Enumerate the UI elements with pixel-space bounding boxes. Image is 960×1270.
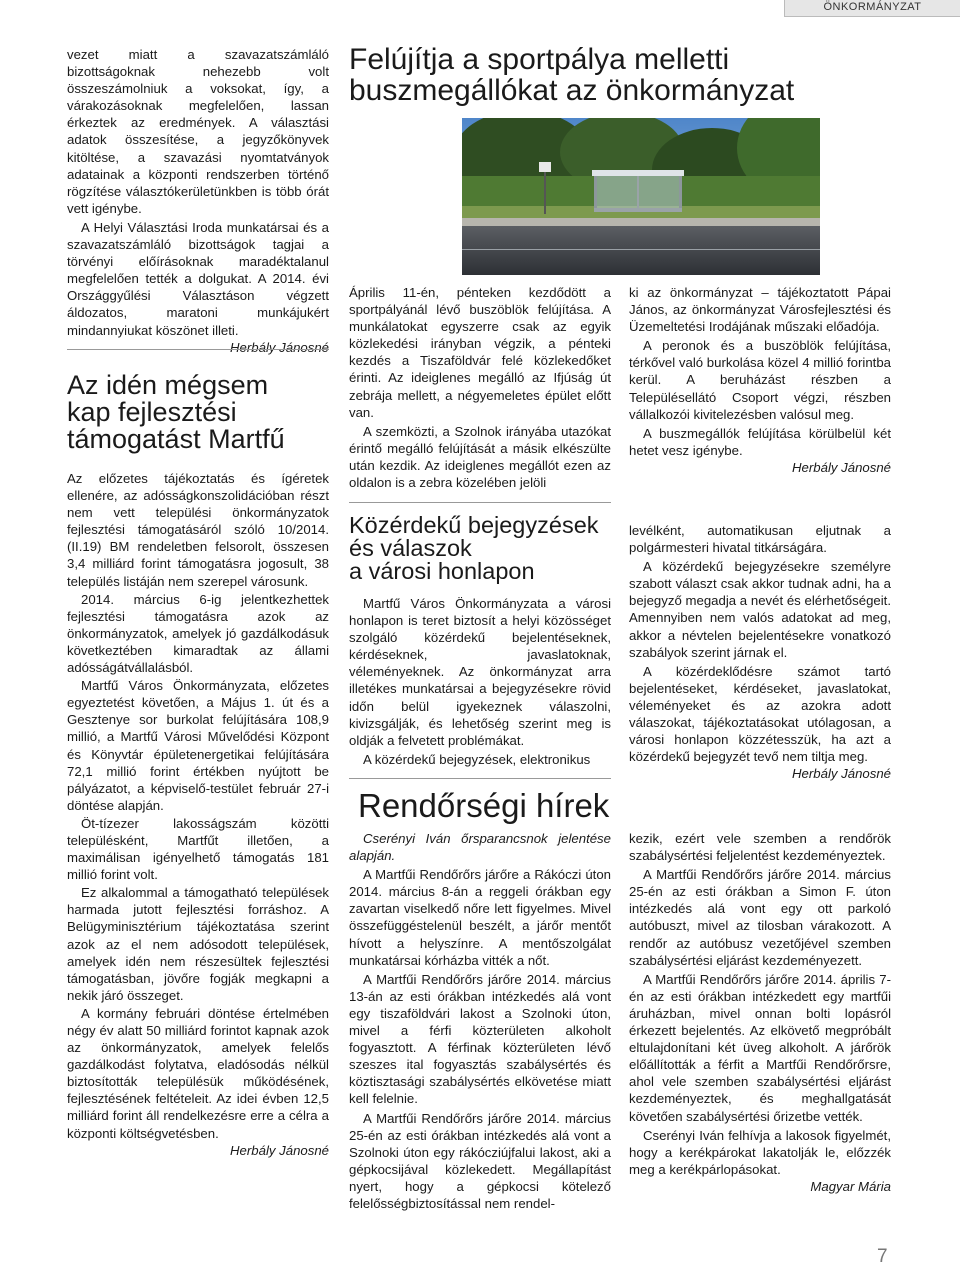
paragraph: Öt-tízezer lakosságszám közötti településként, Martfűt illetően, a maximálisan igényelhető támogatás 181 millió forint volt. (67, 815, 329, 883)
paragraph: ki az önkormányzat – tájékoztatott Pápai János, az önkormányzat Városfejlesztési és Üzemeltetési Irodájának műszaki előadója. (629, 285, 891, 335)
title-line: kap fejlesztési (67, 397, 237, 427)
lead: Cserényi Iván őrsparancsnok jelentése alapján. (349, 831, 611, 864)
paragraph: A Martfűi Rendőrőrs járőre 2014. április 7-én az esti órákban intézkedett egy martfűi áruházban, mivel onnan bolti lopásról érkezett bejelentés. Az elkövető megpróbált eltulajdonítani két üveg alkoholt. A járőrök előállították a férfit a Martfűi Rendőrőrsre, ahol vele szemben szabálysértési eljárást kezdeményeztek, és meghallgatását követően szabálysértési őrizetbe vették. (629, 971, 891, 1124)
divider (349, 502, 611, 503)
title-line: Az idén mégsem (67, 370, 269, 400)
title-line: és válaszok (349, 535, 472, 561)
article-title: Rendőrségi hírek (358, 787, 610, 824)
divider (67, 349, 329, 350)
article-column (349, 830, 611, 1212)
paragraph: A Martfűi Rendőrőrs járőre 2014. március 25-én az esti órákban intézkedés alá vont a Szolnoki úton egy rákócziújfalui lakost, aki a gépkocsijával közlekedett. Megállapítást nyert, hogy a gépkocsi kötelező felelősségbiztosítással nem rendel- (349, 1110, 611, 1211)
paragraph: Az előzetes tájékoztatás és ígéretek ellenére, az adósságkonszolidációban részt nem vett települési önkormányzatok fejlesztési támogatásáról szóló 10/2014. (II.19) BM rendeletben felsorolt, összesen 3,4 milliárd forint támogatásra jogosult, 38 település listáján nem szerepel városunk. (67, 471, 329, 589)
paragraph: Április 11-én, pénteken kezdődött a sportpályánál lévő buszöblök felújítása. A munkálatokat egyszerre csak az egyik közlekedési irányban végzik, a pénteki kezdés a Tiszaföldvár felé közlekedőket érinti. Az ideiglenes megálló az Ifjúság út zebrája mellett, a négyemeletes épület előtt van. (349, 285, 611, 420)
column-left-top (67, 46, 329, 356)
paragraph: Martfű Város Önkormányzata a városi honlapon is teret biztosít a helyi közösséget szolgáló közérdekű bejelentéseknek, kérdéseknek, javaslatoknak, véleményeknek. Az önkormányzat arra illetékes munkatársai a bejegyzésekre rövid időn belül igyekeznek válaszolni, kivizsgálják, és lehetőség szerint meg is oldják a felvetett problémákat. (349, 596, 611, 748)
paragraph: A peronok és a buszöblök felújítása, térkővel való burkolása közel 4 millió forintba kerül. A beruházást részben a Településellátó Csoport végzi, részben vállalkozói kivitelezésben valósul meg. (629, 338, 891, 422)
paragraph: vezet miatt a szavazatszámláló bizottságoknak nehezebb volt összeszámolniuk a voksokat, így, a várakozásoknak megfelelően, lassan érkeztek az eredmények. A választási adatok összesítése, a jegyzőkönyvek kitöltése, a szavazási nyomtatványok adatainak a központi rendszerben történő rögzítése választókerületünkben is több órát vett igénybe. (67, 47, 329, 216)
divider (349, 778, 611, 779)
paragraph: 2014. március 6-ig jelentkezhettek fejlesztési támogatásra azok az önkormányzatok, amelyek jó gazdálkodásuk következtében kimaradtak az állami adósságátvállalásból. (67, 591, 329, 676)
paragraph: A Martfűi Rendőrőrs járőre a Rákóczi úton 2014. március 8-án a reggeli órákban egy zavartan viselkedő nőre lett figyelmes. Mivel összefüggéstelenül beszélt, a járőr mentőt hívott a helyszínre. A mentőszolgálat munkatársai kórházba vitték a nőt. (349, 867, 611, 968)
bus-stop-photo (462, 118, 820, 275)
signature: Herbály Jánosné (792, 766, 891, 782)
article-title (67, 372, 329, 453)
signature: Magyar Mária (810, 1178, 891, 1194)
paragraph: Ez alkalommal a támogatható települések harmada jutott fejlesztési forráshoz. A Belügyminisztérium tájékoztatása szerint azok az el nem adósodott települések, amelyek idén nem részesültek fejlesztési támogatásban, jövőre fogják megkapni a nekik járó összeget. (67, 885, 329, 1003)
article-column (629, 284, 891, 476)
paragraph: A szemközti, a Szolnok irányába utazókat érintő megálló felújítását a másik elkészülte után kezdik. Az ideiglenes megállót ezen az oldalon is a zebra közelében jelöli (349, 423, 611, 491)
article-column (629, 830, 891, 1195)
signature: Herbály Jánosné (792, 459, 891, 475)
paragraph: Martfű Város Önkormányzata, előzetes egyeztetést követően, a Május 1. út és a Gesztenye sor burkolat felújítására 108,9 millió, a Martfű Városi Művelődési Központ és Könyvtár épületenergetikai felújítására 72,1 millió forint értékben nyújtott be pályázatot, a képviselő-testület február 27-i döntése alapján. (67, 678, 329, 813)
paragraph: A közérdekű bejegyzésekre személyre szabott választ csak akkor tudnak adni, ha a bejegyző megadja a nevét és elérhetőségeit. Amennyiben nem valós adatokat ad meg, akkor a névtelen bejelentésekre vonatkozó szabályok szerint járnak el. (629, 559, 891, 660)
paragraph: A Helyi Választási Iroda munkatársai és a szavazatszámláló bizottságok tagjai a törvényi előírásoknak maradéktalanul megfelelően tették a dolgukat. A 2014. évi Országgyűlési Választáson végzett áldozatos, maratoni munkájukért mindannyiukat köszönet illeti. (67, 219, 329, 338)
paragraph: kezik, ezért vele szemben a rendőrök szabálysértési feljelentést kezdeményeztek. (629, 831, 891, 864)
article-body (67, 470, 329, 1159)
paragraph: A közérdekű bejegyzések, elektronikus (363, 751, 591, 767)
paragraph: A Martfűi Rendőrőrs járőre 2014. március 25-én az esti órákban a Simon F. úton intézkedés alá vont egy ott parkoló autóbuszt, mivel az tilosban várakozott. A rendőr az autóbusz vezetőjével szemben szabálysértési eljárást kezdeményezett. (629, 867, 891, 968)
title-line: buszmegállókat az önkormányzat (349, 74, 795, 107)
paragraph: A közérdeklődésre számot tartó bejelentéseket, kérdéseket, javaslatokat, véleményeket és az azokra adott válaszokat, tájékoztatásokat utólagosan, a városi honlapon közzétesszük, ha azt a közérdekű bejegyzét tevő nem tiltja meg. (629, 663, 891, 765)
paragraph: Cserényi Iván felhívja a lakosok figyelmét, hogy a kerékpárokat lakatolják le, előzzék meg a kerékpárlopásokat. (629, 1127, 891, 1177)
title-line: Közérdekű bejegyzések (349, 512, 599, 538)
paragraph: A buszmegállók felújítása körülbelül két hetet vesz igénybe. (629, 425, 891, 458)
title-line: Felújítja a sportpálya melletti (349, 43, 730, 76)
paragraph: A Martfűi Rendőrőrs járőre 2014. március 13-án az esti órákban intézkedés alá vont egy tiszaföldvári lakost a Szolnoki úton, mivel a férfi közterületen alkoholt fogyasztott. A férfinak közterületen lévő szeszes ital fogyasztás szabálysértés és köztisztasági szabálysértés elkövetése miatt kell felelnie. (349, 971, 611, 1107)
article-column (629, 522, 891, 782)
article-title (349, 44, 909, 106)
page-number: 7 (877, 1246, 888, 1267)
title-line: támogatást Martfű (67, 424, 285, 454)
article-title (349, 514, 611, 583)
paragraph: A kormány februári döntése értelmében négy év alatt 50 milliárd forintot kapnak azok az önkormányzatok, amelyek felelős gazdálkodást folytatva, eladósodás nélkül biztosították településük működésének, fejlesztésének feltételeit. Az idei évben 12,5 milliárd forint áll rendelkezésre erre a célra a központi költségvetésben. (67, 1005, 329, 1141)
signature: Herbály Jánosné (230, 1142, 329, 1158)
paragraph: levélként, automatikusan eljutnak a polgármesteri hivatal titkárságára. (629, 523, 891, 556)
article-column (349, 284, 611, 491)
signature: Herbály Jánosné (230, 339, 329, 355)
title-line: a városi honlapon (349, 558, 535, 584)
article-column (349, 595, 611, 768)
section-label: ÖNKORMÁNYZAT (784, 0, 960, 17)
